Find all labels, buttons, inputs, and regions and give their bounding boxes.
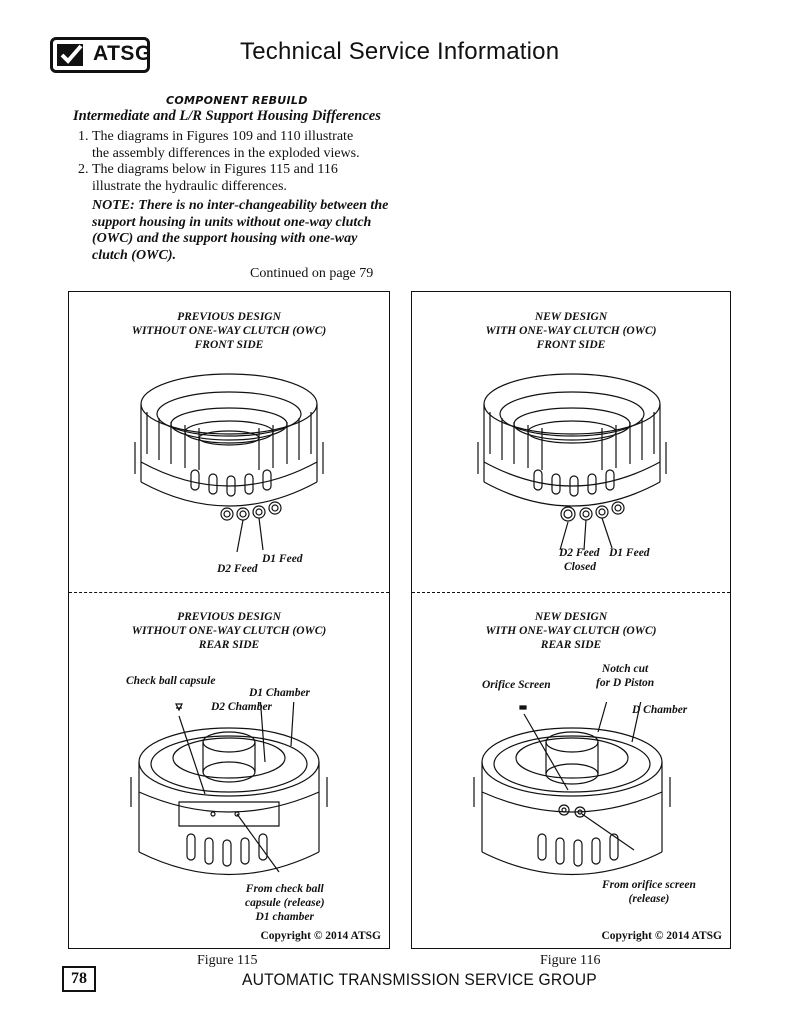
rear-housing-drawing [472, 702, 672, 882]
continued-note: Continued on page 79 [250, 266, 374, 281]
section-label: COMPONENT REBUILD [166, 94, 308, 107]
instruction-step: 2. The diagrams below in Figures 115 and 116 illustrate the hydraulic differences. [78, 162, 338, 194]
rear-housing-drawing [129, 702, 329, 882]
note-text: NOTE: There is no inter-changeability between the support housing in units without one-way clutch (OWC) and the support housing with one-way clutch (OWC). [92, 198, 389, 263]
figure-116 [411, 291, 731, 949]
front-heading: PREVIOUS DESIGN WITHOUT ONE-WAY CLUTCH (OWC) FRONT SIDE [131, 311, 327, 351]
front-heading: NEW DESIGN WITH ONE-WAY CLUTCH (OWC) FRONT SIDE [485, 311, 657, 351]
atsg-logo [50, 37, 150, 73]
callout-d2-feed: D2 Feed [217, 563, 258, 575]
callout-notch-cut: Notch cut for D Piston [596, 663, 655, 689]
panel-divider [69, 592, 389, 593]
figure-116-caption: Figure 116 [540, 953, 601, 968]
page-number: 78 [62, 966, 96, 992]
callout-check-ball: Check ball capsule [126, 675, 216, 687]
page-title: Technical Service Information [240, 38, 560, 65]
logo-text: ATSG [93, 42, 152, 65]
rear-heading: PREVIOUS DESIGN WITHOUT ONE-WAY CLUTCH (OWC) REAR SIDE [131, 611, 327, 651]
callout-d1-chamber: D1 Chamber [249, 687, 311, 699]
callout-d1-feed: D1 Feed [609, 547, 650, 559]
callout-from-orifice: From orifice screen (release) [602, 879, 696, 905]
callout-from-check-ball: From check ball capsule (release) D1 chamber [245, 883, 325, 923]
front-housing-drawing [129, 362, 329, 552]
callout-orifice-screen: Orifice Screen [482, 679, 551, 691]
callout-d-chamber: D Chamber [632, 704, 688, 716]
instruction-step: 1. The diagrams in Figures 109 and 110 illustrate the assembly differences in the exploded views. [78, 129, 360, 161]
copyright: Copyright © 2014 ATSG [260, 930, 381, 942]
front-housing-drawing [472, 362, 672, 552]
section-title: Intermediate and L/R Support Housing Differences [73, 108, 381, 124]
footer-text: AUTOMATIC TRANSMISSION SERVICE GROUP [242, 970, 597, 989]
panel-divider [412, 592, 730, 593]
figure-115-caption: Figure 115 [197, 953, 258, 968]
instruction-list [78, 129, 408, 195]
figure-115 [68, 291, 390, 949]
copyright: Copyright © 2014 ATSG [601, 930, 722, 942]
callout-d2-feed: D2 Feed [559, 547, 600, 559]
callout-d1-feed: D1 Feed [262, 553, 303, 565]
checkmark-icon [53, 40, 93, 70]
callout-closed: Closed [564, 561, 596, 573]
rear-heading: NEW DESIGN WITH ONE-WAY CLUTCH (OWC) REAR SIDE [485, 611, 657, 651]
callout-d2-chamber: D2 Chamber [211, 701, 273, 713]
